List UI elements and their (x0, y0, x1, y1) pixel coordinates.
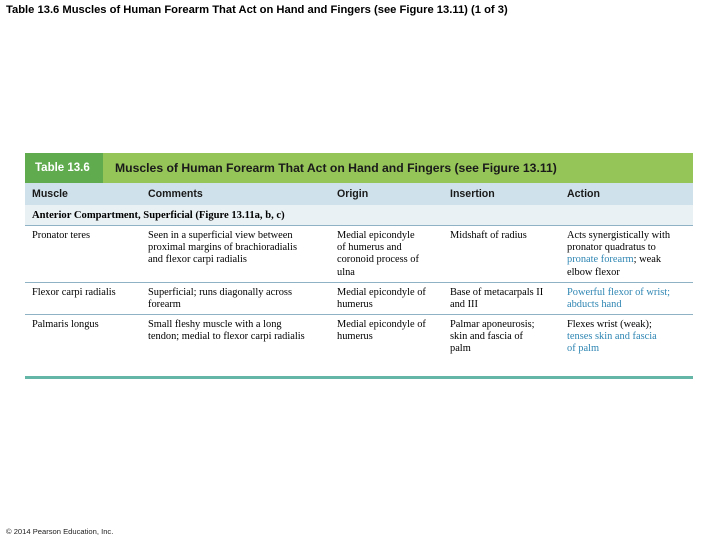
cell-line: Flexes wrist (weak); (567, 319, 652, 330)
table-bottom-rule (25, 376, 693, 379)
slide-title: Table 13.6 Muscles of Human Forearm That Act on Hand and Fingers (see Figure 13.11) (1 of 3) (6, 4, 508, 16)
column-header-row (25, 183, 693, 205)
cell-origin (331, 315, 445, 364)
column-header-action: Action (567, 188, 600, 200)
cell-line: pronator quadratus to (567, 242, 656, 254)
cell-line-mixed (567, 254, 693, 266)
cell-line: forearm (148, 299, 181, 311)
cell-line: Palmar aponeurosis; (450, 319, 535, 330)
cell-action (562, 315, 693, 364)
cell-muscle (25, 315, 142, 364)
cell-line: ulna (337, 266, 355, 278)
cell-line: Base of metacarpals II (450, 287, 544, 298)
cell-comments (142, 283, 331, 314)
cell-text: ; weak (633, 254, 662, 266)
cell-action (562, 226, 693, 282)
column-header-muscle: Muscle (32, 188, 68, 200)
table-number-tag: Table 13.6 (25, 153, 103, 183)
cell-line: humerus (337, 299, 373, 311)
column-header-origin: Origin (337, 188, 369, 200)
cell-line: skin and fascia of (450, 331, 523, 343)
table-row (25, 315, 693, 364)
column-header-insertion: Insertion (450, 188, 495, 200)
cell-line: and flexor carpi radialis (148, 254, 247, 266)
table-row (25, 226, 693, 283)
cell-line: Palmaris longus (32, 319, 99, 330)
highlighted-term: tenses skin and fascia (567, 331, 657, 343)
cell-line: coronoid process of (337, 254, 419, 266)
cell-line: Seen in a superficial view between (148, 230, 293, 241)
cell-comments (142, 226, 331, 282)
cell-line: Pronator teres (32, 230, 90, 241)
table-header-bar (25, 153, 693, 183)
cell-line: tendon; medial to flexor carpi radialis (148, 331, 305, 343)
cell-action (562, 283, 693, 314)
cell-line: Midshaft of radius (450, 230, 527, 241)
cell-line: proximal margins of brachioradialis (148, 242, 297, 254)
cell-insertion (445, 226, 562, 282)
cell-insertion (445, 283, 562, 314)
copyright-notice: © 2014 Pearson Education, Inc. (6, 527, 114, 536)
cell-line: humerus (337, 331, 373, 343)
cell-line: elbow flexor (567, 266, 620, 278)
cell-line: Acts synergistically with (567, 230, 671, 241)
section-heading-anterior-superficial: Anterior Compartment, Superficial (Figure 13.11a, b, c) (25, 205, 693, 226)
cell-muscle (25, 226, 142, 282)
cell-line: Medial epicondyle of (337, 287, 426, 298)
highlighted-term: of palm (567, 343, 600, 355)
cell-comments (142, 315, 331, 364)
highlighted-term: abducts hand (567, 299, 622, 311)
highlighted-term: pronate forearm (567, 254, 634, 266)
cell-line: Medial epicondyle (337, 230, 415, 241)
table-caption: Muscles of Human Forearm That Act on Hand and Fingers (see Figure 13.11) (115, 161, 557, 175)
cell-line: Small fleshy muscle with a long (148, 319, 282, 330)
cell-line: Flexor carpi radialis (32, 287, 116, 298)
cell-line: palm (450, 343, 471, 355)
highlighted-term: Powerful flexor of wrist; (567, 287, 671, 298)
cell-muscle (25, 283, 142, 314)
column-header-comments: Comments (148, 188, 203, 200)
cell-line: and III (450, 299, 478, 311)
muscle-table (25, 153, 693, 379)
cell-origin (331, 226, 445, 282)
cell-line: Medial epicondyle of (337, 319, 426, 330)
cell-origin (331, 283, 445, 314)
table-row (25, 283, 693, 315)
cell-line: of humerus and (337, 242, 402, 254)
cell-line: Superficial; runs diagonally across (148, 287, 292, 298)
cell-insertion (445, 315, 562, 364)
